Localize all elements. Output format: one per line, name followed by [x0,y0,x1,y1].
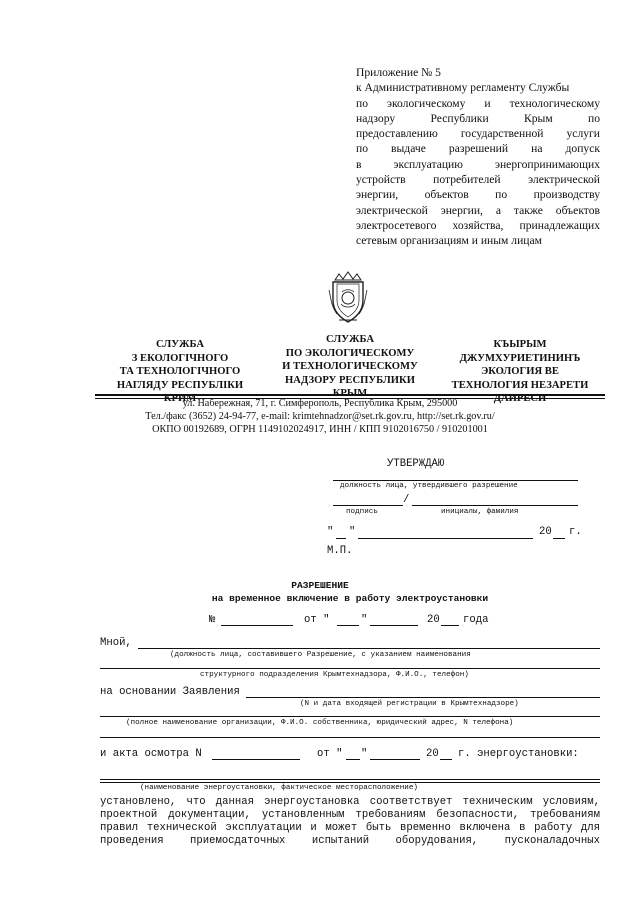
date-year-suffix: года [463,614,489,626]
division-line [100,668,600,669]
inspection-year-line [440,759,452,760]
org-line: НАГЛЯДУ РЕСПУБЛІКИ [116,379,244,391]
approve-title: УТВЕРЖДАЮ [387,458,445,470]
org-line: ДАИРЕСИ [493,393,547,404]
org-line: ЭКОЛОГИЯ ВЕ [481,366,559,377]
by-me-label: Мной, [100,637,132,649]
appendix-line: электрической энергии, а также объектов [356,203,600,217]
inspection-label: и акта осмотра N [100,748,202,760]
inspection-year-prefix: 20 [426,748,439,760]
initials-caption: инициалы, фамилия [441,508,519,516]
number-label: № [209,614,216,626]
inspection-from-label: от " [317,748,343,760]
org-line: ТА ТЕХНОЛОГІЧНОГО [119,366,241,377]
date-quote: " [361,614,368,626]
approver-position-caption: должность лица, утвердившего разрешение [340,482,518,490]
installation-line-double [100,782,600,783]
org-line: З ЕКОЛОГІЧНОГО [131,352,229,364]
approver-position-line [333,480,578,481]
division-caption: структурного подразделения Крымтехнадзора, Ф.И.О., телефон) [200,671,469,679]
basis-line [246,697,600,698]
inspection-month-line [370,759,420,760]
applicant-caption: (полное наименование организации, Ф.И.О. собственника, юридический адрес, N телефона) [126,719,514,727]
approve-date-close-quote: " [349,526,356,538]
stamp-place: М.П. [327,545,353,557]
org-line: ПО ЭКОЛОГИЧЕСКОМУ [285,347,415,359]
contact-registration-codes: ОКПО 00192689, ОГРН 1149102024917, ИНН / КПП 9102016750 / 910201001 [152,424,488,435]
applicant-continued-line [100,737,600,738]
initials-line [412,505,578,506]
date-month-line [370,625,418,626]
date-from-label: от " [304,614,330,626]
contact-phone-email: Тел./факс (3652) 24-94-77, e-mail: krimtehnadzor@set.rk.gov.ru, http://set.rk.gov.ru/ [145,411,495,422]
appendix-line: энергии, объектов по производству [356,188,600,202]
appendix-line: по экологическому и технологическому [356,96,600,110]
basis-label: на основании Заявления [100,686,240,698]
signature-caption: подпись [346,508,378,516]
inspection-number-line [212,759,300,760]
appendix-line: к Административному регламенту Службы [356,81,570,95]
author-caption: (должность лица, составившего Разрешение, с указанием наименования [170,651,471,659]
document-title: РАЗРЕШЕНИЕ [291,580,349,591]
signature-line [333,505,403,506]
org-line: ДЖУМХУРИЕТИНИНЪ [459,352,581,364]
inspection-tail: г. энергоустановки: [458,748,579,760]
paragraph-line: проведения приемосдаточных испытаний оборудования, пусконаладочных [100,835,600,847]
org-line: КРИМ [163,393,197,404]
approve-year-prefix: 20 [539,526,552,538]
appendix-line: электросетевого хозяйства, принадлежащих [356,218,600,232]
appendix-line: устройств потребителей электрической [356,173,600,187]
appendix-line: предоставлению государственной услуги [356,127,600,141]
slash: / [403,494,410,506]
basis-caption: (N и дата входящей регистрации в Крымтехнадзоре) [300,700,519,708]
date-day-line [337,625,359,626]
approve-day-line [336,538,346,539]
appendix-note [356,65,600,249]
paragraph-line: правил технической эксплуатации и может быть временно включена в работу для [100,822,600,834]
date-year-line [441,625,459,626]
crimea-coat-of-arms-icon [327,270,369,324]
org-line: СЛУЖБА [325,334,375,345]
inspection-day-line [346,759,360,760]
appendix-line: в эксплуатацию энергопринимающих [356,157,600,171]
header-divider [95,394,605,396]
org-line: КЪЫРЫМ [493,339,547,350]
org-line: И ТЕХНОЛОГИЧЕСКОМУ [282,361,418,372]
paragraph-line: проектной документации, установленным требованиям безопасности, требованиям [100,809,600,821]
appendix-line: сетевым организациям и иным лицам [356,234,542,248]
org-line: ТЕХНОЛОГИЯ НЕЗАРЕТИ [451,379,589,391]
appendix-line: надзору Республики Крым по [356,111,600,125]
appendix-line: Приложение № 5 [356,66,441,79]
org-line: КРЫМ [332,388,368,399]
approve-year-line [553,538,565,539]
author-line [138,648,600,649]
approve-year-suffix: г. [569,526,582,538]
paragraph-line: установлено, что данная энергоустановка соответствует техническим условиям, [100,796,600,808]
org-line: НАДЗОРУ РЕСПУБЛИКИ [285,374,415,386]
org-line: СЛУЖБА [155,339,205,350]
document-subtitle: на временное включение в работу электроустановки [211,593,489,604]
number-line [221,625,293,626]
approve-date-open-quote: " [327,526,334,538]
installation-caption: (наименование энергоустановки, фактическое месторасположение) [140,784,418,792]
org-name-russian [265,333,435,401]
appendix-line: по выдаче разрешений на допуск [356,142,600,156]
approve-month-line [358,538,533,539]
applicant-line [100,716,600,717]
inspection-quote: " [361,748,368,760]
contact-address: ул. Набережная, 71, г. Симферополь, Республика Крым, 295000 [182,398,458,409]
installation-line [100,779,600,780]
date-year-prefix: 20 [427,614,440,626]
